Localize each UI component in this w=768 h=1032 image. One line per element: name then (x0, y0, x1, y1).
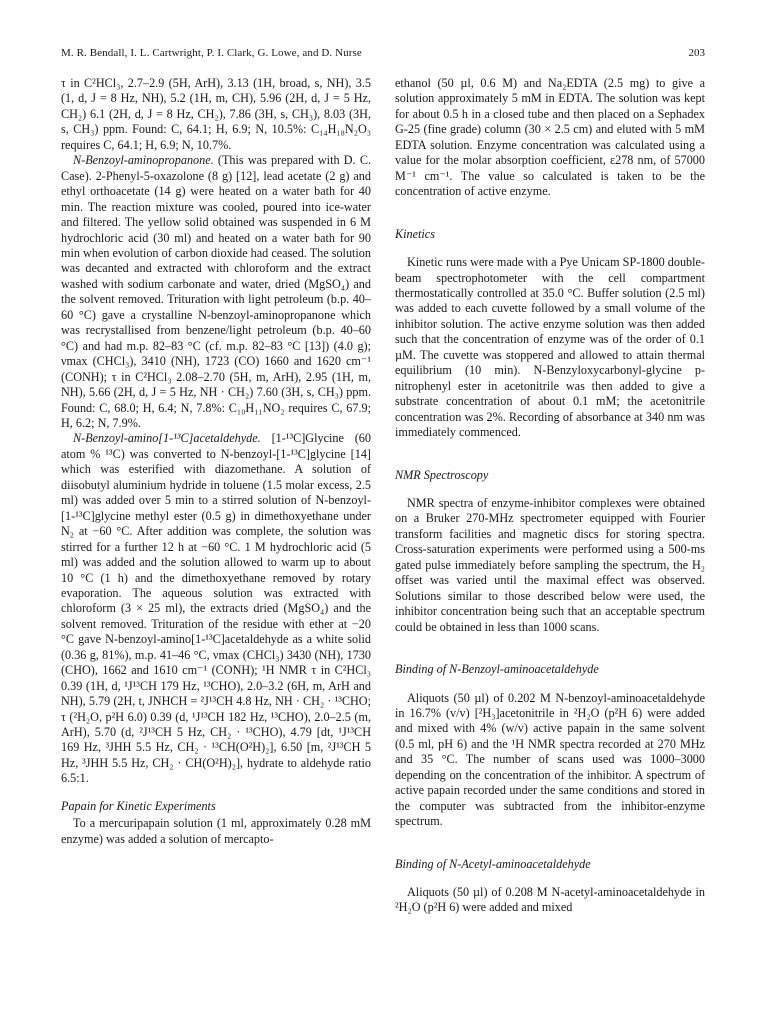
section-heading-binding-benzoyl: Binding of N-Benzoyl-aminoacetaldehyde (395, 662, 599, 677)
paragraph-papain: To a mercuripapain solution (1 ml, approximately 0.28 mM enzyme) was added a solution of mercapto- (61, 816, 371, 846)
paragraph-binding-acetyl: Aliquots (50 µl) of 0.208 M N-acetyl-aminoacetaldehyde in ²H₂O (p²H 6) were added and mixed (395, 885, 705, 915)
section-heading-kinetics: Kinetics (395, 226, 435, 241)
page-number: 203 (688, 47, 705, 59)
section-heading-papain: Papain for Kinetic Experiments (61, 798, 216, 813)
section-heading-nmr: NMR Spectroscopy (395, 467, 489, 482)
paragraph-acetaldehyde-text: [1-¹³C]Glycine (60 atom % ¹³C) was converted to N-benzoyl-[1-¹³C]glycine [14] which was esterified with diazomethane. A solution of diisobutyl aluminium hydride in toluene (1.5 molar excess, 2.5 ml) was added over 5 min to a stirred solution of N-benzoyl-[1-¹³C]glycine methyl ester (0.5 g) in dimethoxyethane under N₂ at −60 °C. After addition was complete, the solution was stirred for a further 12 h at −60 °C. 1 M hydrochloric acid (5 ml) was added and the solution allowed to warm up to about 10 °C (1 h) and the dimethoxyethane removed by rotary evaporation. The aqueous solution was extracted with chloroform (3 × 25 ml), the extracts dried (MgSO₄) and the solvent removed. Trituration of the residue with ether at −20 °C gave N-benzoyl-amino[1-¹³C]acetaldehyde as a white solid (0.36 g, 81%), m.p. 41–46 °C, νmax (CHCl₃) 3430 (NH), 1730 (CHO), 1662 and 1610 cm⁻¹ (CONH); ¹H NMR τ in C²HCl₃ 0.39 (1H, d, ¹J¹³CH 179 Hz, ¹³CHO), 2.0–3.2 (6H, m, ArH and NH), 5.79 (2H, t, JNHCH = ²J¹³CH 4.8 Hz, NH · CH₂ · ¹³CHO; τ (²H₂O, p²H 6.0) 0.39 (d, ¹J¹³CH 182 Hz, ¹³CHO), 2.0–2.5 (m, ArH), 5.70 (d, ²J¹³CH 5 Hz, CH₂ · ¹³CHO), 4.79 [dt, ¹J¹³CH 169 Hz, ³JHH 5.5 Hz, CH₂ · ¹³CH(O²H)₂], 6.50 [m, ²J¹³CH 5 Hz, ³JHH 5.5 Hz, CH₂ · CH(O²H)₂], hydrate to aldehyde ratio 6.5:1. (61, 431, 371, 786)
paragraph-nmr: NMR spectra of enzyme-inhibitor complexes were obtained on a Bruker 270-MHz spectrometer equipped with Fourier transform facilities and magnetic discs for storing spectra. Cross-saturation experiments were performed using a 500-ms gated pulse immediately before sampling the spectrum, the H₂ offset was varied until the maximal effect was observed. Solutions similar to those described below were used, the inhibitor concentration being such that an acceptable spectrum could be obtained in less than 1000 scans. (395, 495, 705, 634)
section-heading-binding-acetyl: Binding of N-Acetyl-aminoacetaldehyde (395, 856, 591, 871)
paragraph-aminopropanone-text: (This was prepared with D. C. Case). 2-Phenyl-5-oxazolone (8 g) [12], lead acetate (2 g) and ethyl orthoacetate (14 g) were heated on a water bath for 40 min. The reaction mixture was cooled, poured into ice-water and filtered. The yellow solid obtained was suspended in 6 M hydrochloric acid (30 ml) and heated on a water bath for 90 min when evolution of carbon dioxide had ceased. The solution was decanted and extracted with chloroform and the extract washed with sodium carbonate and water, dried (MgSO₄) and the solvent removed. Trituration with light petroleum (b.p. 40–60 °C) gave a crystalline N-benzoyl-aminopropanone which was recrystallised from benzene/light petroleum (b.p. 40–60 °C) and had m.p. 82–83 °C (cf. m.p. 82–83 °C [13]) (4.0 g); νmax (CHCl₃), 3410 (NH), 1723 (CO) 1660 and 1620 cm⁻¹ (CONH); τ in C²HCl₃ 2.08–2.70 (5H, m, ArH), 2.95 (1H, m, NH), 5.66 (2H, d, J = 5 Hz, NH · CH₂) 7.60 (3H, s, CH₃) ppm. Found: C, 68.0; H, 6.4; N, 7.8%: C₁₀H₁₁NO₂ requires C, 67.9; H, 6.2; N, 7.9%. (61, 153, 372, 430)
paragraph-compound-data: τ in C²HCl₃, 2.7–2.9 (5H, ArH), 3.13 (1H, broad, s, NH), 3.5 (1, d, J = 8 Hz, NH), 5.2 (1H, m, CH), 5.96 (2H, d, J = 5 Hz, CH₂) 6.1 (2H, d, J = 8 Hz, CH₂), 7.86 (3H, s, CH₃), 8.03 (3H, s, CH₃) ppm. Found: C, 64.1; H, 6.9; N, 10.5%: C₁₄H₁₈N₂O₃ requires C, 64.1; H, 6.9; N, 10.7%. (61, 76, 371, 152)
running-header (61, 47, 705, 63)
right-column (395, 76, 705, 916)
compound-title-aminopropanone: N-Benzoyl-aminopropanone. (73, 153, 214, 168)
paragraph-acetaldehyde (61, 431, 371, 786)
paragraph-binding-benzoyl: Aliquots (50 µl) of 0.202 M N-benzoyl-aminoacetaldehyde in 16.7% (v/v) [²H₃]acetonitrile in ²H₂O (p²H 6) were added and mixed with 4% (w/v) active papain in the same solvent (0.5 ml, pH 6) and the ¹H NMR spectra recorded at 270 MHz and 35 °C. The number of scans used was 1000–3000 depending on the concentration of the inhibitor. A spectrum of active papain recorded under the same conditions and stored in the computer was subtracted from the inhibitor-enzyme spectrum. (395, 690, 705, 829)
paragraph-enzyme-prep: ethanol (50 µl, 0.6 M) and Na₂EDTA (2.5 mg) to give a solution approximately 5 mM in EDTA. The solution was kept for about 0.5 h in a closed tube and then placed on a Sephadex G-25 (fine grade) column (30 × 2.5 cm) and eluted with 5 mM EDTA solution. Enzyme concentration was calculated using a value for the molar absorption coefficient, ε278 nm, of 57000 M⁻¹ cm⁻¹. The value so calculated is taken to be the concentration of active enzyme. (395, 76, 705, 199)
compound-title-acetaldehyde: N-Benzoyl-amino[1-¹³C]acetaldehyde. (73, 431, 261, 446)
paragraph-aminopropanone (61, 153, 371, 431)
paragraph-kinetics: Kinetic runs were made with a Pye Unicam SP-1800 double-beam spectrophotometer with the cell compartment thermostatically controlled at 35.0 °C. Buffer solution (2.5 ml) was added to each cuvette followed by a small volume of the inhibitor solution. The active enzyme solution was then added such that the concentration of enzyme was of the order of 0.1 µM. The cuvette was stoppered and allowed to attain thermal equilibrium (10 min). N-Benzyloxycarbonyl-glycine p-nitrophenyl ester in acetonitrile was then added to give a substrate concentration of about 0.1 mM; the acetonitrile concentration was 2%. Recording of absorbance at 340 nm was immediately commenced. (395, 255, 705, 440)
running-header-authors: M. R. Bendall, I. L. Cartwright, P. I. Clark, G. Lowe, and D. Nurse (61, 47, 362, 59)
left-column (61, 76, 371, 847)
